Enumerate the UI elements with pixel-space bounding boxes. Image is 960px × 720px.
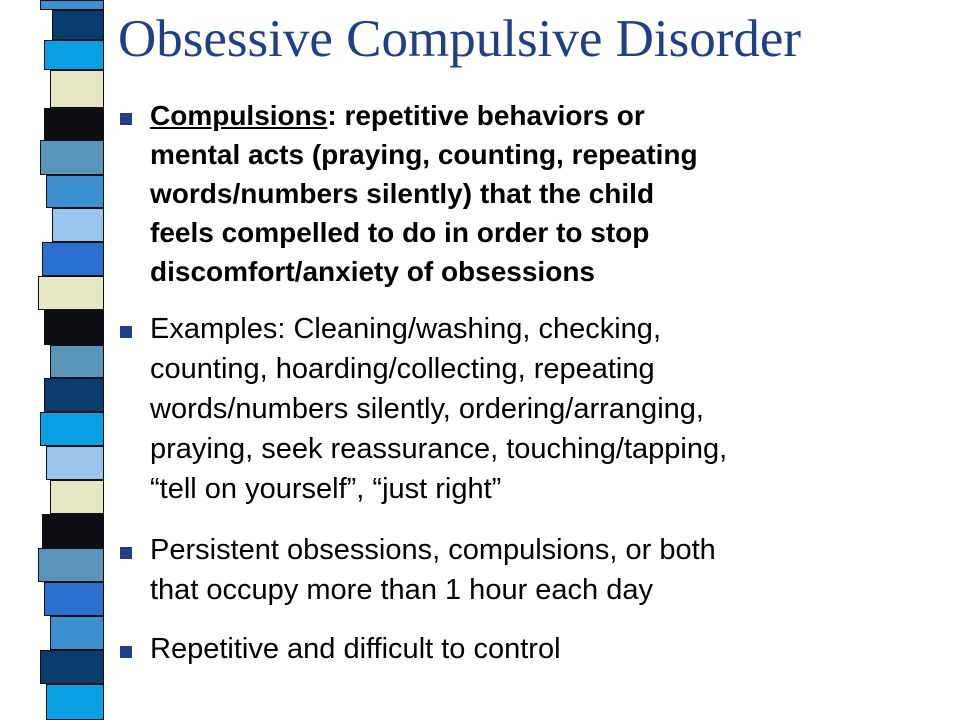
square-bullet-icon	[120, 646, 132, 658]
bullet-term: Compulsions	[150, 100, 328, 131]
square-bullet-icon	[120, 326, 132, 338]
bullet-text: Repetitive and difficult to control	[150, 633, 561, 665]
stripe-segment	[50, 345, 104, 378]
stripe-segment	[46, 446, 104, 480]
square-bullet-icon	[120, 113, 132, 125]
stripe-segment	[50, 70, 104, 108]
bullet-item-repetitive	[118, 629, 948, 669]
bullet-text: Persistent obsessions, compulsions, or both that occupy more than 1 hour each day	[150, 534, 716, 606]
stripe-segment	[40, 412, 104, 446]
bullet-text: Examples: Cleaning/washing, checking, counting, hoarding/collecting, repeating words/numbers silently, ordering/arranging, praying, seek reassurance, touching/tapping, “tell on yourself”, “just right”	[150, 313, 728, 505]
bullet-item-examples	[118, 309, 948, 509]
stripe-segment	[52, 208, 104, 242]
square-bullet-icon	[120, 547, 132, 559]
stripe-segment	[38, 276, 104, 310]
stripe-segment	[42, 242, 104, 276]
stripe-segment	[40, 650, 104, 684]
stripe-segment	[44, 582, 104, 616]
stripe-segment	[40, 140, 104, 175]
stripe-segment	[50, 480, 104, 514]
decorative-stripe-bar	[0, 0, 108, 720]
stripe-segment	[44, 40, 104, 70]
stripe-segment	[44, 310, 104, 345]
bullet-text	[150, 96, 948, 291]
stripe-segment	[52, 10, 104, 40]
slide-title: Obsessive Compulsive Disorder	[118, 10, 802, 68]
stripe-segment	[44, 378, 104, 412]
stripe-segment	[46, 684, 104, 720]
bullet-item-persistence	[118, 530, 948, 610]
stripe-segment	[40, 0, 104, 10]
stripe-segment	[38, 548, 104, 582]
bullet-list	[118, 96, 948, 669]
stripe-segment	[46, 175, 104, 208]
bullet-definition: : repetitive behaviors or mental acts (praying, counting, repeating words/numbers silently) that the child feels compelled to do in order to stop discomfort/anxiety of obsessions	[150, 100, 698, 287]
bullet-item-compulsions	[118, 96, 948, 291]
stripe-segment	[44, 108, 104, 140]
stripe-segment	[50, 616, 104, 650]
stripe-segment	[42, 514, 104, 548]
